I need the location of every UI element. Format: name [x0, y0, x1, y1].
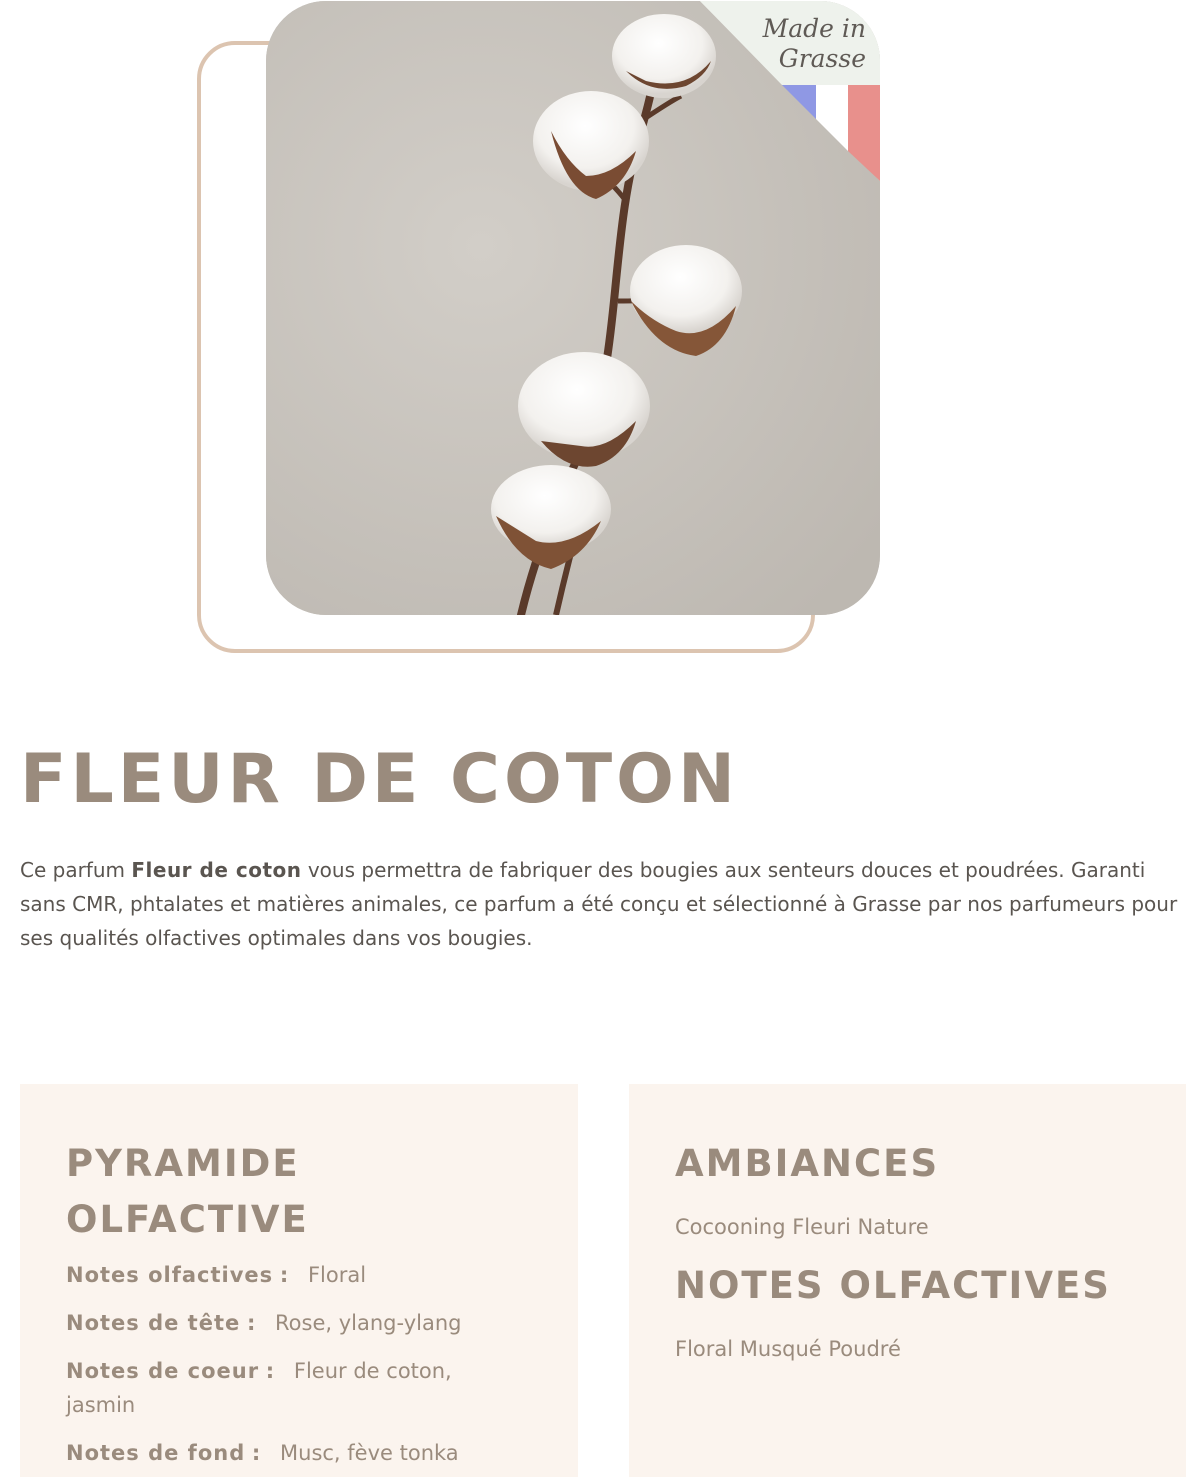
ambiances-card — [629, 1084, 1186, 1477]
note-label: Notes de fond — [66, 1441, 246, 1465]
note-separator: : — [251, 1441, 262, 1465]
pyramid-heading: PYRAMIDE OLFACTIVE — [66, 1142, 309, 1241]
notes-olfactives-heading: NOTES OLFACTIVES — [675, 1264, 1111, 1307]
note-separator: : — [279, 1263, 290, 1287]
badge-label — [706, 14, 866, 74]
note-row-fond — [66, 1436, 506, 1470]
note-row-tete — [66, 1306, 506, 1340]
note-label: Notes olfactives — [66, 1263, 274, 1287]
badge-line-2: Grasse — [778, 44, 866, 73]
pyramid-notes-list — [66, 1258, 532, 1470]
note-label: Notes de coeur — [66, 1359, 260, 1383]
olfactory-pyramid-card — [20, 1084, 578, 1477]
description-product-name: Fleur de coton — [131, 858, 302, 882]
note-value: Musc, fève tonka — [280, 1441, 459, 1465]
flag-red-band — [848, 85, 880, 181]
description-prefix: Ce parfum — [20, 858, 132, 882]
note-value: Fleur de coton, jasmin — [66, 1359, 452, 1417]
ambiances-heading: AMBIANCES — [675, 1142, 940, 1185]
cotton-flower-image — [266, 1, 880, 615]
note-value: Rose, ylang-ylang — [275, 1311, 462, 1335]
description-suffix: vous permettra de fabriquer des bougies aux senteurs douces et poudrées. Garanti sans CMR, phtalates et matières animales, ce parfum a été conçu et sélectionné à Grasse par nos parfumeurs pour ses qualités olfactives optimales dans vos bougies. — [20, 858, 1178, 950]
note-row-coeur — [66, 1354, 506, 1422]
product-title: FLEUR DE COTON — [20, 740, 739, 819]
flag-blue-band — [782, 85, 816, 119]
note-separator: : — [246, 1311, 257, 1335]
note-label: Notes de tête — [66, 1311, 241, 1335]
product-description — [20, 853, 1185, 955]
notes-olfactives-text: Floral Musqué Poudré — [675, 1337, 901, 1361]
badge-line-1: Made in — [762, 14, 866, 43]
note-value: Floral — [307, 1263, 367, 1287]
note-separator: : — [265, 1359, 276, 1383]
made-in-grasse-badge — [700, 1, 880, 181]
note-row-olfactives — [66, 1258, 506, 1292]
flag-white-band — [816, 85, 848, 151]
ambiances-text: Cocooning Fleuri Nature — [675, 1215, 929, 1239]
